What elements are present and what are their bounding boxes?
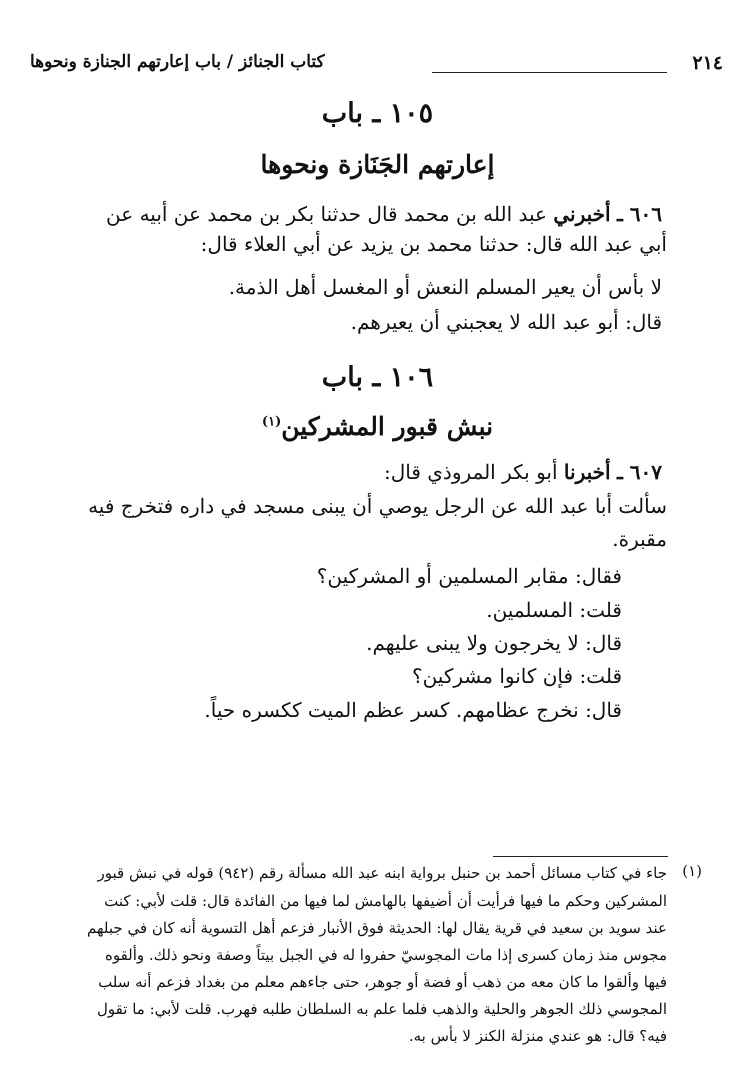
dialog-line: قال: نخرج عظامهم. كسر عظم الميت ككسره حياً. bbox=[204, 698, 622, 722]
dialog-line: قلت: فإن كانوا مشركين؟ bbox=[411, 664, 622, 688]
hadith-606-line-4: قال: أبو عبد الله لا يعجبني أن يعيرهم. bbox=[350, 310, 662, 334]
hadith-606-line-2: أبي عبد الله قال: حدثنا محمد بن يزيد عن أبي العلاء قال: bbox=[200, 232, 667, 256]
hadith-number: ٦٠٧ ـ bbox=[616, 460, 662, 484]
hadith-text: عبد الله بن محمد قال حدثنا بكر بن محمد عن أبيه عن bbox=[106, 202, 547, 226]
dialog-line: قال: لا يخرجون ولا يبنى عليهم. bbox=[366, 631, 622, 655]
dialog-line: فقال: مقابر المسلمين أو المشركين؟ bbox=[316, 564, 622, 588]
hadith-number: ٦٠٦ ـ bbox=[616, 202, 662, 226]
chapter-title-105: إعارتهم الجَنَازة ونحوها bbox=[260, 150, 495, 179]
footnote-marker: (١) bbox=[682, 862, 702, 880]
chapter-title-text: نبش قبور المشركين bbox=[281, 412, 494, 441]
hadith-607-line-3: مقبرة. bbox=[612, 527, 667, 551]
dialog-line: قلت: المسلمين. bbox=[486, 598, 622, 622]
transmission-keyword: أخبرني bbox=[553, 202, 611, 226]
footnote-rule bbox=[493, 856, 668, 857]
transmission-keyword: أخبرنا bbox=[563, 460, 611, 484]
hadith-text: أبو بكر المروذي قال: bbox=[383, 460, 558, 484]
header-rule bbox=[432, 72, 667, 73]
bab-heading-106: ١٠٦ ـ باب bbox=[321, 362, 434, 393]
running-title: كتاب الجنائز / باب إعارتهم الجنازة ونحوها bbox=[30, 52, 325, 72]
hadith-606-line-3: لا بأس أن يعير المسلم النعش أو المغسل أهل الذمة. bbox=[228, 275, 662, 299]
running-header bbox=[30, 52, 723, 82]
footnote-line: جاء في كتاب مسائل أحمد بن حنبل برواية ابنه عبد الله مسألة رقم (٩٤٢) قوله في نبش قبور bbox=[97, 864, 667, 882]
bab-heading-105: ١٠٥ ـ باب bbox=[321, 98, 434, 129]
hadith-606-line-1 bbox=[106, 202, 662, 226]
footnote-line: المشركين وحكم ما فيها فرأيت أن أضيفها بالهامش لما فيها من الفائدة قال: قلت لأبي: كنت bbox=[104, 892, 667, 910]
footnote-reference[interactable]: (١) bbox=[261, 414, 282, 430]
page-number: ٢١٤ bbox=[692, 52, 723, 74]
hadith-607-line-1 bbox=[384, 460, 662, 484]
hadith-607-line-2: سألت أبا عبد الله عن الرجل يوصي أن يبنى مسجد في داره فتخرج فيه bbox=[88, 494, 667, 518]
footnote-line: فيه؟ قال: هو عندي منزلة الكنز لا بأس به. bbox=[408, 1027, 667, 1045]
footnote-line: عند سويد بن سعيد في قرية يقال لها: الحديثة فوق الأنبار فزعم أهل التسوية أنه كان في جبلهم bbox=[87, 919, 667, 937]
footnote-line: فيها وألقوا ما كان معه من ذهب أو فضة أو جوهر، حتى جاءهم معلم من بغداد فزعم أنه سلب bbox=[98, 973, 667, 991]
footnote-line: مجوس منذ زمان كسرى إذا مات المجوسيّ حفروا له في الجبل بيتاً وصفة ونحو ذلك. وألقوه bbox=[104, 946, 667, 964]
chapter-title-106 bbox=[0, 412, 755, 441]
footnote-line: المجوسي ذلك الجوهر والحلية والذهب فلما علم به السلطان طلبه فهرب. قلت لأبي: ما تقول bbox=[97, 1000, 667, 1018]
